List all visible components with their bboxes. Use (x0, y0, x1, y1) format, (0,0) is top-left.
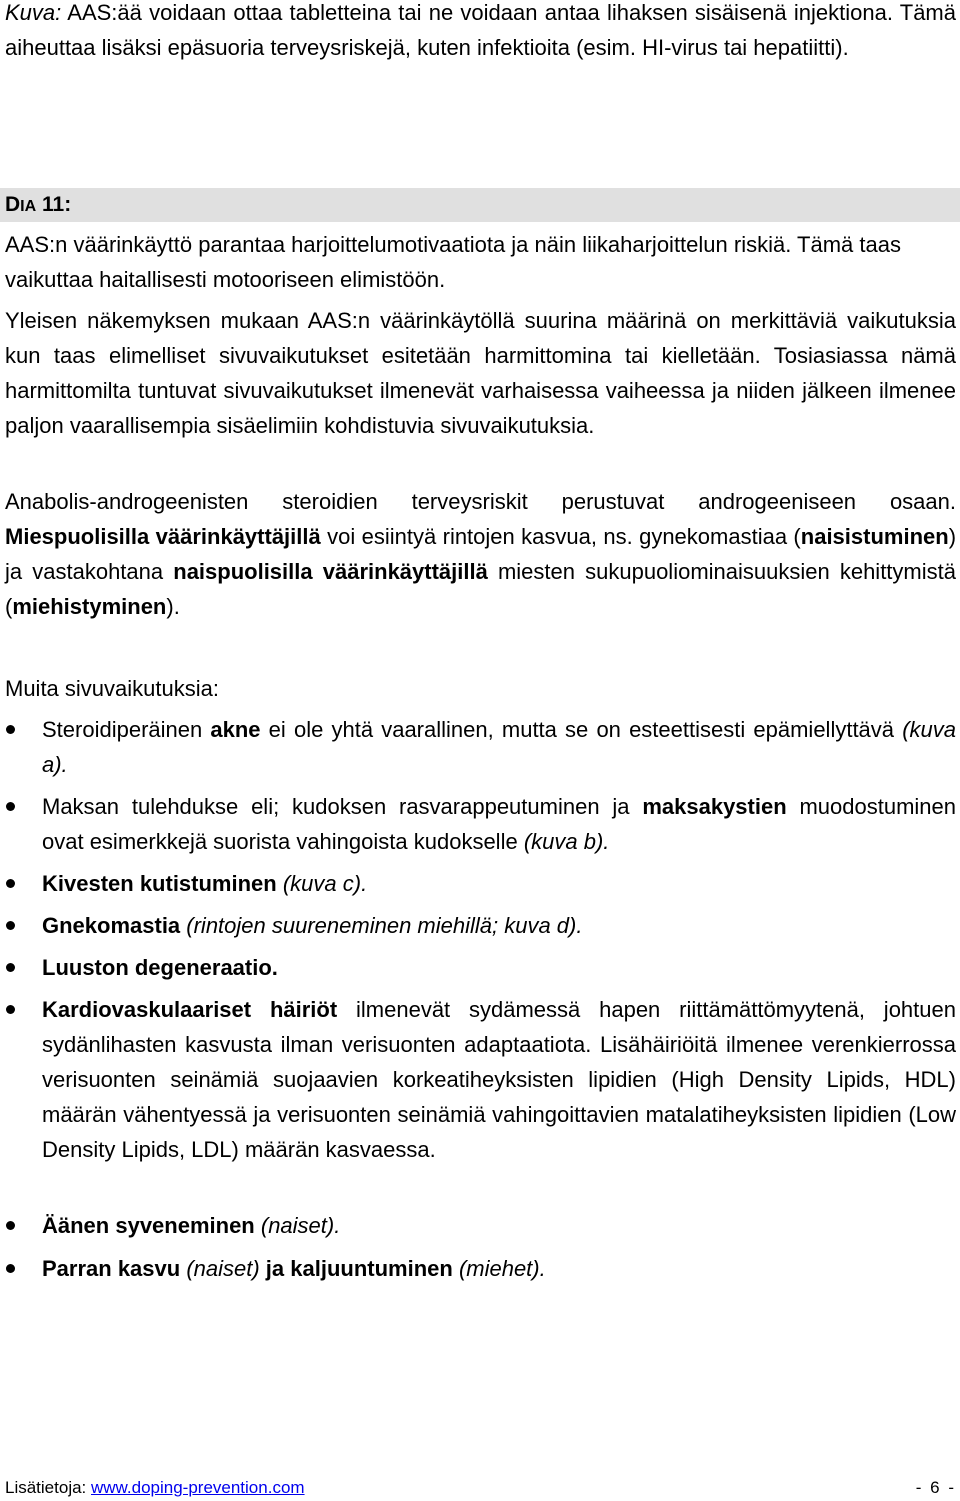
figure-ref: (rintojen suureneminen miehillä; kuva d). (180, 913, 583, 938)
text-span: Maksan tulehdukse eli; kudoksen rasvarappeutuminen ja (42, 794, 643, 819)
side-effects-list-4 (0, 908, 956, 943)
side-effects-list-7 (0, 1208, 956, 1243)
list-item-testicles (0, 866, 956, 901)
text-span: Anabolis-androgeenisten steroidien terveysriskit perustuvat androgeeniseen osaan. (5, 489, 956, 514)
page-footer (5, 1475, 956, 1501)
text-span: voi esiintyä rintojen kasvua, ns. gynekomastiaa ( (320, 524, 801, 549)
side-effects-list-8 (0, 1251, 956, 1286)
caption-lead: Kuva: (5, 0, 62, 25)
section-heading (0, 188, 960, 222)
text-span: ). (166, 594, 180, 619)
heading-smallcaps: IA (20, 198, 37, 215)
list-title: Muita sivuvaikutuksia: (5, 676, 219, 701)
bold-masculinization: miehistyminen (12, 594, 167, 619)
bold-female-abusers: naispuolisilla väärinkäyttäjillä (173, 559, 488, 584)
paragraph-motivation: AAS:n väärinkäyttö parantaa harjoittelumotivaatiota ja näin liikaharjoittelun riskiä. Tämä taas vaikuttaa haitallisesti motooriseen elimistöön. (5, 232, 901, 292)
paragraph-androgenic (5, 484, 956, 624)
bold-feminization: naisistuminen (800, 524, 949, 549)
bold-term: Äänen syveneminen (42, 1213, 255, 1238)
bold-term: Gnekomastia (42, 913, 181, 938)
page-number: - 6 - (915, 1478, 956, 1497)
caption-text: AAS:ää voidaan ottaa tabletteina tai ne voidaan antaa lihaksen sisäisenä injektiona. Tämä aiheuttaa lisäksi epäsuoria terveysriskejä, kuten infektioita (esim. HI-virus tai hepatiitti). (5, 0, 956, 60)
list-item-bone (0, 950, 956, 985)
text-span: miesten sukupuoliominaisuuksien kehittymistä ( (5, 559, 956, 619)
side-effects-list-3 (0, 866, 956, 901)
bold-term: ja kaljuuntuminen (259, 1256, 453, 1281)
bold-term: Kardiovaskulaariset häiriöt (42, 997, 338, 1022)
image-caption (5, 0, 956, 65)
text-span: muodostuminen ovat esimerkkejä suorista vahingoista kudokselle (42, 794, 957, 854)
side-effects-list (0, 712, 956, 782)
text-span: ei ole yhtä vaarallinen, mutta se on esteettisesti epämiellyttävä (260, 717, 903, 742)
figure-ref: (kuva b). (523, 829, 610, 854)
footer-label: Lisätietoja: (5, 1478, 91, 1497)
figure-ref: (kuva a). (42, 717, 956, 777)
bold-term: Parran kasvu (42, 1256, 181, 1281)
list-item-hair (0, 1251, 956, 1286)
italic-note: (naiset) (180, 1256, 260, 1281)
bold-term: maksakystien (642, 794, 787, 819)
side-effects-list-6 (0, 992, 956, 1167)
bold-male-abusers: Miespuolisilla väärinkäyttäjillä (5, 524, 321, 549)
text-span: ilmenevät sydämessä hapen riittämättömyytenä, johtuen sydänlihasten kasvusta ilman verisuonten adaptaatiota. Lisähäiriöitä ilmenee verenkierrossa verisuonten seinämiä suojaavien korkeatiheyksisten lipidien (High Density Lipids, HDL) määrän vähentyessä ja verisuonten seinämiä vahingoittavien matalatiheyksisten lipidien (Low Density Lipids, LDL) määrän kasvaessa. (42, 997, 956, 1162)
list-item-voice (0, 1208, 956, 1243)
list-item-cardiovascular (0, 992, 956, 1167)
footer-link[interactable]: www.doping-prevention.com (91, 1478, 305, 1497)
bold-term: Luuston degeneraatio. (42, 955, 278, 980)
list-item-gynecomastia (0, 908, 956, 943)
side-effects-list-5 (0, 950, 956, 985)
figure-ref: (naiset). (254, 1213, 341, 1238)
list-item-liver (0, 789, 956, 859)
side-effects-list-2 (0, 789, 956, 859)
figure-ref: (kuva c). (276, 871, 368, 896)
text-span: Steroidiperäinen (42, 717, 211, 742)
text-span: ) ja vastakohtana (5, 524, 957, 584)
heading-number: 11: (36, 193, 72, 216)
paragraph-side-effects: Yleisen näkemyksen mukaan AAS:n väärinkäytöllä suurina määrinä on merkittäviä vaikutuksia kun taas elimelliset sivuvaikutukset esitetään harmittomina tai kielletään. Tosiasiassa nämä harmittomilta tuntuvat sivuvaikutukset ilmenevät varhaisessa vaiheessa ja niiden jälkeen ilmenee paljon vaarallisempia sisäelimiin kohdistuvia sivuvaikutuksia. (5, 308, 956, 438)
italic-note: (miehet). (452, 1256, 546, 1281)
bold-term: Kivesten kutistuminen (42, 871, 277, 896)
list-item-acne (0, 712, 956, 782)
heading-initial: D (5, 193, 21, 216)
bold-term: akne (210, 717, 261, 742)
